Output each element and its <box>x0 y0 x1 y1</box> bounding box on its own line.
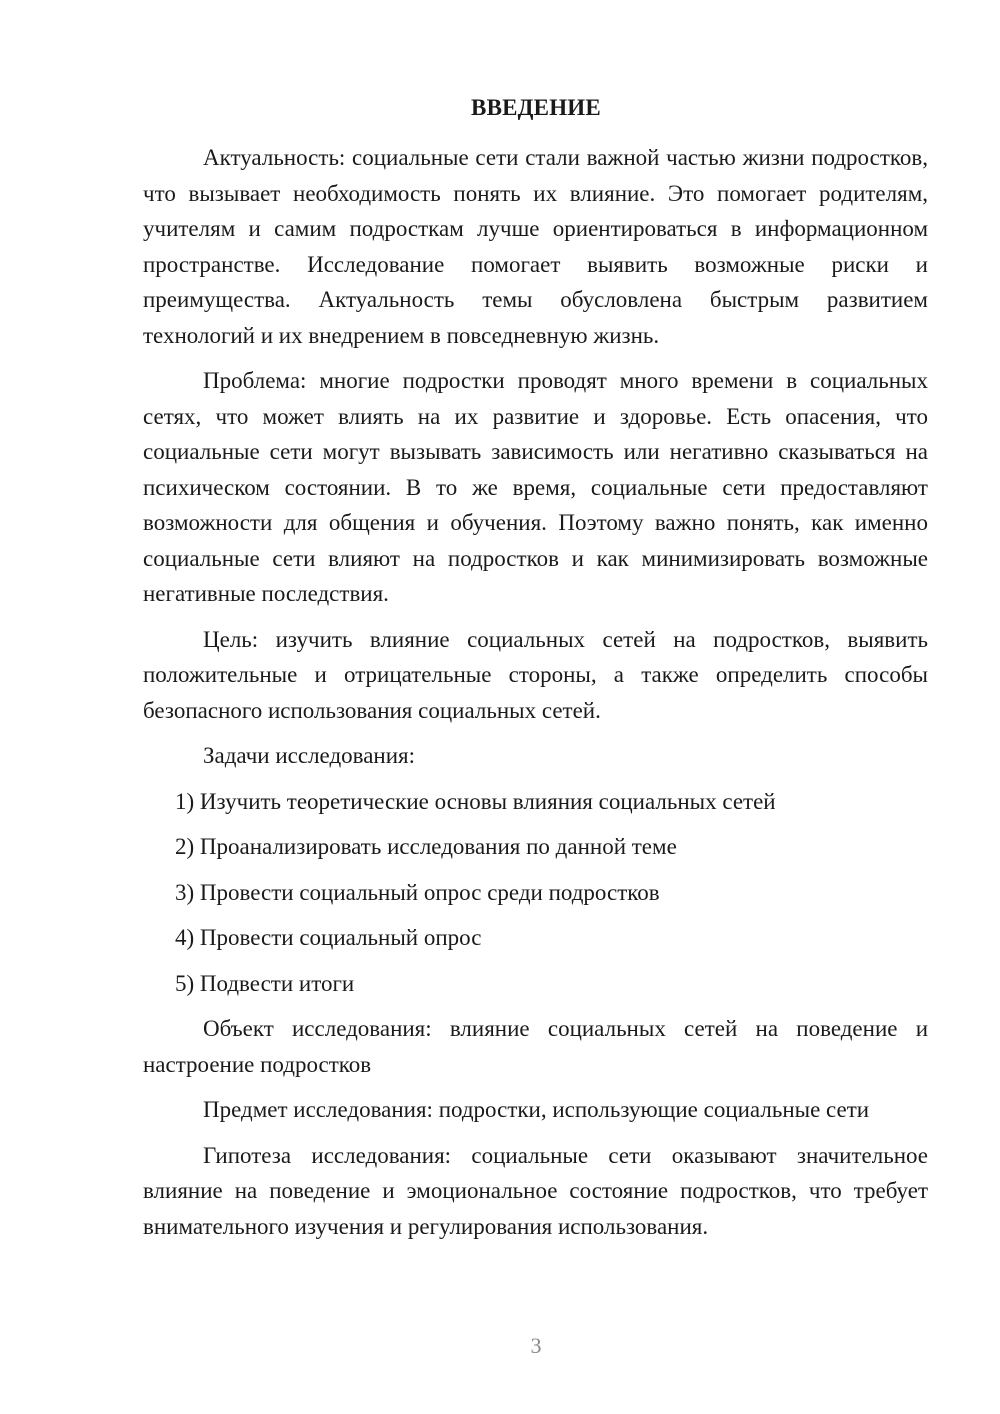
page-body <box>143 140 928 1254</box>
list-item: 1) Изучить теоретические основы влияния социальных сетей <box>175 788 776 814</box>
list-item: 4) Провести социальный опрос <box>175 925 482 950</box>
paragraph-relevance: Актуальность: социальные сети стали важной частью жизни подростков, что вызывает необходимость понять их влияние. Это помогает родителям, учителям и самим подросткам лучше ориентироваться в информационном пространстве. Исследование помогает выявить возможные риски и преимущества. Актуальность темы обусловлена быстрым развитием технологий и их внедрением в повседневную жизнь. <box>143 145 928 348</box>
list-item: 2) Проанализировать исследования по данной теме <box>175 834 677 859</box>
paragraph-subject: Предмет исследования: подростки, использующие социальные сети <box>203 1097 870 1122</box>
list-item: 3) Провести социальный опрос среди подростков <box>175 879 660 905</box>
list-item: 5) Подвести итоги <box>175 970 355 996</box>
tasks-list <box>143 784 928 1002</box>
paragraph-hypothesis: Гипотеза исследования: социальные сети оказывают значительное влияние на поведение и эмоциональное состояние подростков, что требует внимательного изучения и регулирования использования. <box>143 1142 928 1239</box>
page-title: ВВЕДЕНИЕ <box>471 95 601 120</box>
paragraph-problem: Проблема: многие подростки проводят много времени в социальных сетях, что может влиять на их развитие и здоровье. Есть опасения, что социальные сети могут вызывать зависимость или негативно сказываться на психическом состоянии. В то же время, социальные сети предоставляют возможности для общения и обучения. Поэтому важно понять, как именно социальные сети влияют на подростков и как минимизировать возможные негативные последствия. <box>143 368 928 606</box>
page-number: 3 <box>530 1333 542 1358</box>
tasks-heading: Задачи исследования: <box>203 743 416 768</box>
paragraph-goal: Цель: изучить влияние социальных сетей на подростков, выявить положительные и отрицательные стороны, а также определить способы безопасного использования социальных сетей. <box>143 626 928 723</box>
paragraph-object: Объект исследования: влияние социальных сетей на поведение и настроение подростков <box>143 1016 928 1077</box>
